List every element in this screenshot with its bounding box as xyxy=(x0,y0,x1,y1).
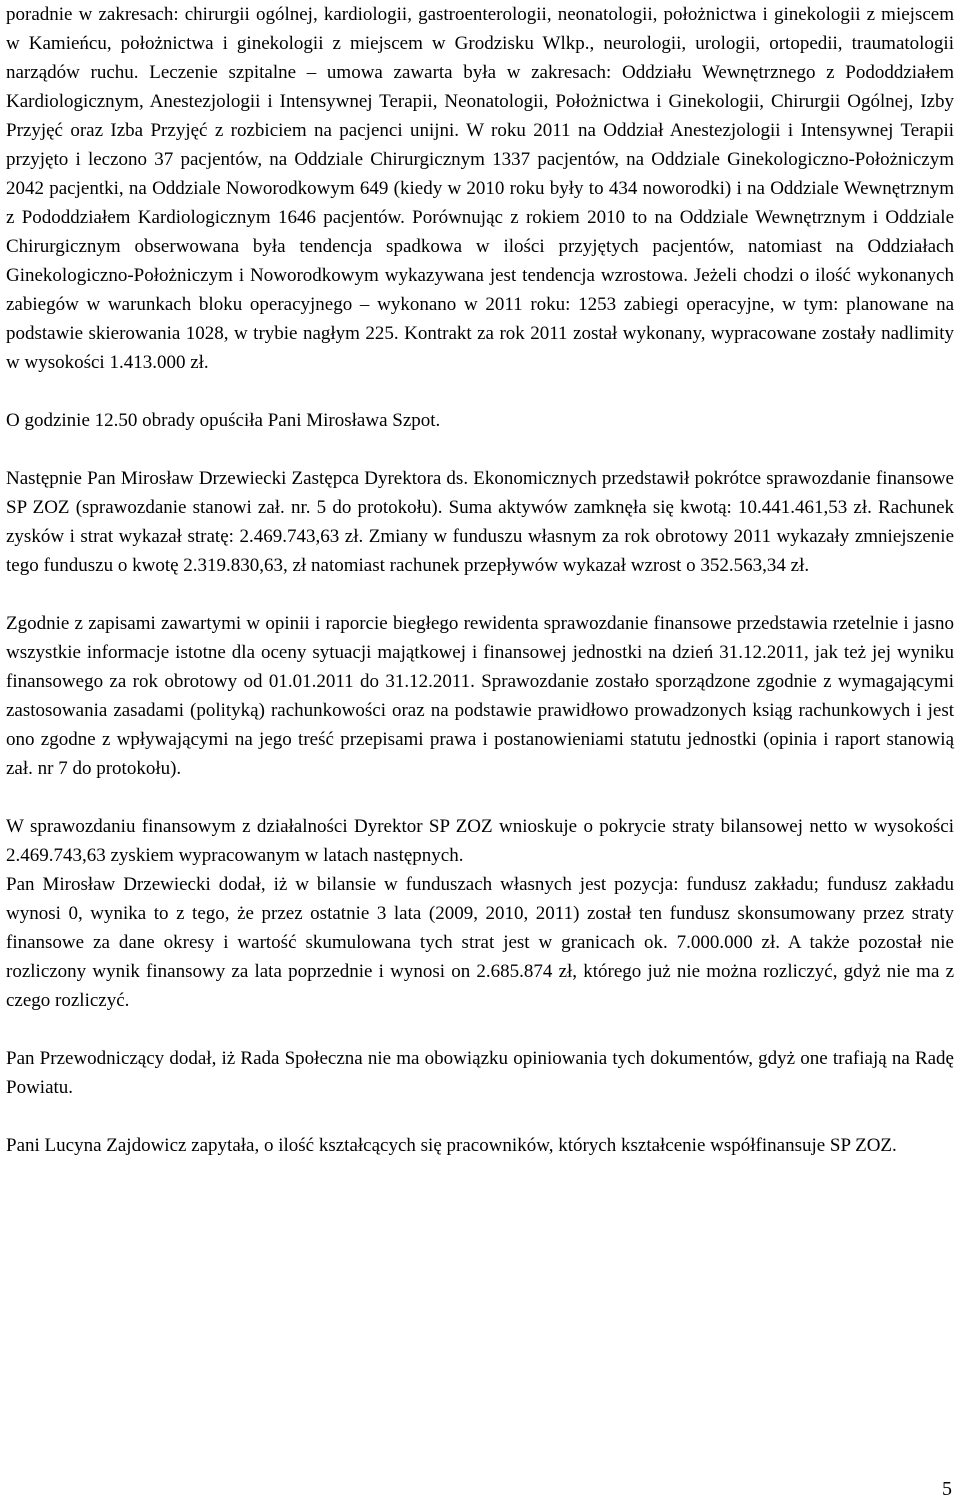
paragraph-loss-coverage: W sprawozdaniu finansowym z działalności Dyrektor SP ZOZ wnioskuje o pokrycie straty bilansowej netto w wysokości 2.469.743,63 zyskiem wypracowanym w latach następnych. xyxy=(6,816,954,866)
document-body xyxy=(6,0,954,1160)
paragraph-chairman-remark: Pan Przewodniczący dodał, iż Rada Społeczna nie ma obowiązku opiniowania tych dokumentów, gdyż one trafiają na Radę Powiatu. xyxy=(6,1048,954,1098)
paragraph-departure-note: O godzinie 12.50 obrady opuściła Pani Mirosława Szpot. xyxy=(6,410,441,431)
paragraph-training-question: Pani Lucyna Zajdowicz zapytała, o ilość kształcących się pracowników, których kształcenie współfinansuje SP ZOZ. xyxy=(6,1135,897,1156)
paragraph-financial-report: Następnie Pan Mirosław Drzewiecki Zastępca Dyrektora ds. Ekonomicznych przedstawił pokrótce sprawozdanie finansowe SP ZOZ (sprawozdanie stanowi zał. nr. 5 do protokołu). Suma aktywów zamknęła się kwotą: 10.441.461,53 zł. Rachunek zysków i strat wykazał stratę: 2.469.743,63 zł. Zmiany w funduszu własnym za rok obrotowy 2011 wykazały zmniejszenie tego funduszu o kwotę 2.319.830,63, zł natomiast rachunek przepływów wykazał wzrost o 352.563,34 zł. xyxy=(6,468,954,576)
paragraph-hospital-contracts: poradnie w zakresach: chirurgii ogólnej, kardiologii, gastroenterologii, neonatologii, położnictwa i ginekologii z miejscem w Kamieńcu, położnictwa i ginekologii z miejscem w Grodzisku Wlkp., neurologii, urologii, ortopedii, traumatologii narządów ruchu. Leczenie szpitalne – umowa zawarta była w zakresach: Oddziału Wewnętrznego z Pododdziałem Kardiologicznym, Anestezjologii i Intensywnej Terapii, Neonatologii, Położnictwa i Ginekologii, Chirurgii Ogólnej, Izby Przyjęć oraz Izba Przyjęć z rozbiciem na pacjenci unijni. W roku 2011 na Oddział Anestezjologii i Intensywnej Terapii przyjęto i leczono 37 pacjentów, na Oddziale Chirurgicznym 1337 pacjentów, na Oddziale Ginekologiczno-Położniczym 2042 pacjentki, na Oddziale Noworodkowym 649 (kiedy w 2010 roku były to 434 noworodki) i na Oddziale Wewnętrznym z Pododdziałem Kardiologicznym 1646 pacjentów. Porównując z rokiem 2010 to na Oddziale Wewnętrznym i Oddziale Chirurgicznym obserwowana była tendencja spadkowa w ilości przyjętych pacjentów, natomiast na Oddziałach Ginekologiczno-Położniczym i Noworodkowym wykazywana jest tendencja wzrostowa. Jeżeli chodzi o ilość wykonanych zabiegów w warunkach bloku operacyjnego – wykonano w 2011 roku: 1253 zabiegi operacyjne, w tym: planowane na podstawie skierowania 1028, w trybie nagłym 225. Kontrakt za rok 2011 został wykonany, wypracowane zostały nadlimity w wysokości 1.413.000 zł. xyxy=(6,4,954,373)
page-number: 5 xyxy=(942,1478,952,1500)
paragraph-auditor-opinion: Zgodnie z zapisami zawartymi w opinii i raporcie biegłego rewidenta sprawozdanie finansowe przedstawia rzetelnie i jasno wszystkie informacje istotne dla oceny sytuacji majątkowej i finansowej jednostki na dzień 31.12.2011, jak też jej wyniku finansowego za rok obrotowy od 01.01.2011 do 31.12.2011. Sprawozdanie zostało sporządzone zgodnie z wymagającymi zastosowania zasadami (polityką) rachunkowości oraz na podstawie prawidłowo prowadzonych ksiąg rachunkowych i jest ono zgodne z wpływającymi na jego treść przepisami prawa i postanowieniami statutu jednostki (opinia i raport stanowią zał. nr 7 do protokołu). xyxy=(6,613,954,779)
paragraph-fund-explanation: Pan Mirosław Drzewiecki dodał, iż w bilansie w funduszach własnych jest pozycja: fundusz zakładu; fundusz zakładu wynosi 0, wynika to z tego, że przez ostatnie 3 lata (2009, 2010, 2011) został ten fundusz skonsumowany przez straty finansowe za dane okresy i wartość skumulowana tych strat jest w granicach ok. 7.000.000 zł. A także pozostał nie rozliczony wynik finansowy za lata poprzednie i wynosi on 2.685.874 zł, którego już nie można rozliczyć, gdyż nie ma z czego rozliczyć. xyxy=(6,874,954,1011)
